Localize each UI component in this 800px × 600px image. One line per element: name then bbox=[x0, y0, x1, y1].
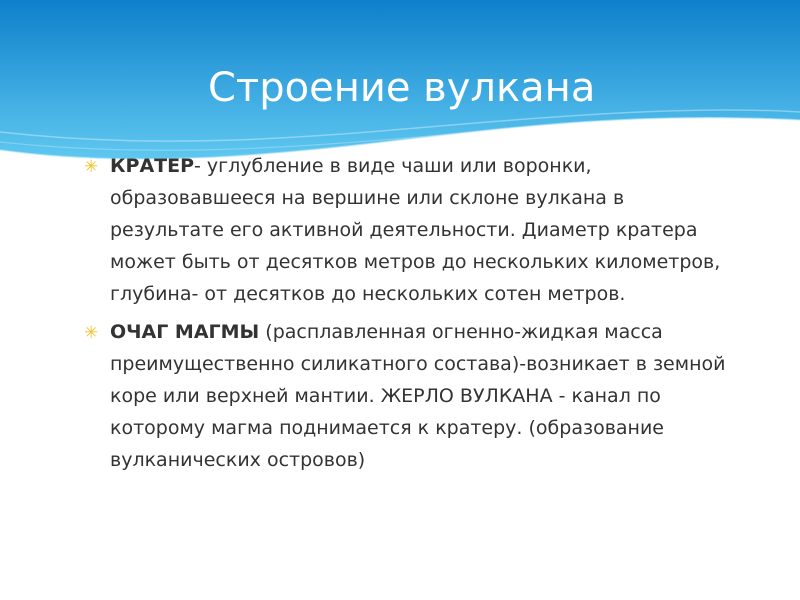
bullet-term: ОЧАГ МАГМЫ bbox=[110, 321, 260, 343]
bullet-item-magma-chamber bbox=[80, 316, 740, 476]
slide-content bbox=[80, 150, 740, 482]
bullet-term: КРАТЕР bbox=[110, 155, 195, 177]
bullet-item-crater bbox=[80, 150, 740, 310]
asterisk-bullet-icon: ✳ bbox=[84, 157, 99, 177]
bullet-text: - углубление в виде чаши или воронки, образовавшееся на вершине или склоне вулкана в результате его активной деятельности. Диаметр кратера может быть от десятков метров до нескольких километров, глубина- от десятков до нескольких сотен метров. bbox=[110, 155, 721, 305]
asterisk-bullet-icon: ✳ bbox=[84, 323, 99, 343]
bullet-text: (расплавленная огненно-жидкая масса преимущественно силикатного состава)-возникает в земной коре или верхней мантии. ЖЕРЛО ВУЛКАНА - канал по которому магма поднимается к кратеру. (образование вулканических островов) bbox=[110, 321, 726, 471]
slide-title: Строение вулкана bbox=[208, 65, 596, 111]
